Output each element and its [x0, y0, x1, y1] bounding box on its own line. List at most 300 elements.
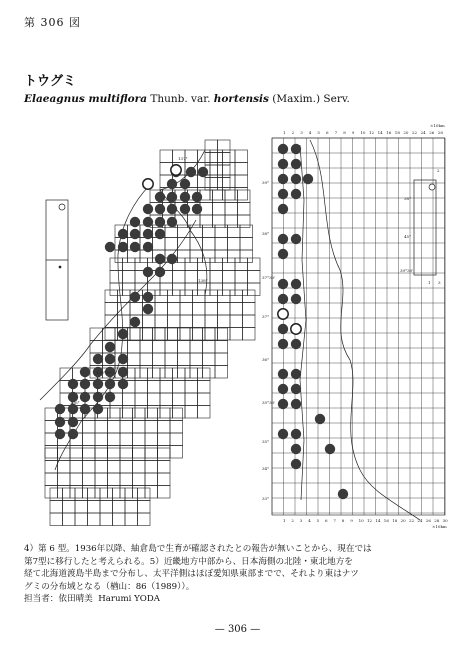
top-tick-label: 28 — [437, 130, 443, 135]
occurrence-dot — [315, 414, 325, 424]
grid-cell — [45, 473, 58, 486]
grid-cell — [203, 341, 216, 354]
grid-cell — [178, 328, 191, 341]
longitude-label: 136°30' — [96, 370, 112, 375]
grid-cell — [148, 406, 161, 419]
grid-cell — [58, 448, 71, 461]
grid-cell — [170, 421, 183, 434]
bottom-tick-label: 6 — [325, 518, 328, 523]
scale-top-label: ×10km — [430, 123, 445, 128]
grid-cell — [155, 315, 168, 328]
grid-cell — [205, 328, 218, 341]
grid-cell — [45, 461, 58, 474]
species-scientific-name — [24, 93, 350, 105]
grid-cell — [225, 203, 238, 216]
top-tick-label: 14 — [377, 130, 383, 135]
occurrence-dot — [143, 292, 153, 302]
grid-cell — [148, 393, 161, 406]
grid-cell — [205, 290, 218, 303]
grid-cell — [45, 486, 58, 499]
grid-cell — [108, 448, 121, 461]
grid-cell — [108, 421, 121, 434]
grid-cell — [120, 421, 133, 434]
occurrence-dot — [118, 229, 128, 239]
top-tick-label: 26 — [429, 130, 435, 135]
caption — [24, 543, 454, 606]
grid-cell — [70, 486, 83, 499]
bottom-tick-label: 30 — [442, 518, 448, 523]
grid-cell — [135, 393, 148, 406]
grid-cell — [100, 501, 113, 514]
grid-cell — [153, 238, 166, 251]
grid-cell — [60, 368, 73, 381]
grid-cell — [125, 513, 138, 526]
grid-cell — [140, 341, 153, 354]
grid-cell — [160, 381, 173, 394]
occurrence-dot — [192, 192, 202, 202]
grid-cell — [173, 381, 186, 394]
grid-cell — [158, 461, 171, 474]
grid-cell — [75, 513, 88, 526]
grid-cell — [188, 215, 201, 228]
grid-cell — [105, 290, 118, 303]
bottom-tick-label: 24 — [417, 518, 423, 523]
grid-cell — [123, 393, 136, 406]
grid-cell — [235, 258, 248, 271]
grid-cell — [243, 290, 256, 303]
grid-cell — [155, 290, 168, 303]
grid-cell — [160, 150, 173, 163]
occurrence-dot — [118, 242, 128, 252]
latitude-label: 33° — [262, 496, 270, 501]
grid-cell — [110, 283, 123, 296]
grid-cell — [160, 406, 173, 419]
occurrence-dot — [55, 429, 65, 439]
grid-cell — [180, 303, 193, 316]
occurrence-dot — [143, 304, 153, 314]
grid-cell — [213, 190, 226, 203]
bottom-tick-label: 2 — [291, 518, 294, 523]
top-tick-label: 8 — [343, 130, 346, 135]
grid-cell — [238, 190, 251, 203]
grid-cell — [165, 366, 178, 379]
occurrence-dot — [278, 369, 288, 379]
grid-cell — [110, 271, 123, 284]
occurrence-dot — [291, 279, 301, 289]
top-tick-label: 3 — [300, 130, 303, 135]
grid-cell — [178, 353, 191, 366]
occurrence-dot — [338, 489, 348, 499]
grid-cell — [215, 250, 228, 263]
occurrence-dot — [155, 204, 165, 214]
grid-cell — [213, 215, 226, 228]
grid-cell — [203, 225, 216, 238]
occurrence-dot — [291, 444, 301, 454]
top-tick-label: 2 — [291, 130, 295, 135]
occurrence-dot — [291, 339, 301, 349]
occurrence-dot — [155, 254, 165, 264]
grid-cell — [160, 283, 173, 296]
grid-cell — [210, 150, 223, 163]
grid-cell — [198, 393, 211, 406]
grid-cell — [58, 486, 71, 499]
grid-cell — [140, 328, 153, 341]
grid-cell — [58, 461, 71, 474]
occurrence-dot — [278, 234, 288, 244]
top-tick-label: 5 — [317, 130, 320, 135]
grid-cell — [140, 353, 153, 366]
grid-cell — [215, 341, 228, 354]
occurrence-dot — [180, 204, 190, 214]
occurrence-dot — [278, 144, 288, 154]
grid-cell — [133, 408, 146, 421]
grid-cell — [178, 225, 191, 238]
grid-cell — [230, 290, 243, 303]
past-record-dot — [291, 324, 301, 334]
occurrence-dot — [291, 174, 301, 184]
grid-cell — [230, 315, 243, 328]
occurrence-dot — [186, 167, 196, 177]
bottom-tick-label: 26 — [425, 518, 431, 523]
grid-cell — [148, 368, 161, 381]
grid-cell — [118, 290, 131, 303]
grid-cell — [153, 366, 166, 379]
grid-cell — [88, 501, 101, 514]
occurrence-dot — [130, 317, 140, 327]
grid-cell — [230, 328, 243, 341]
inset-label: 2 — [437, 168, 440, 173]
grid-cell — [203, 250, 216, 263]
occurrence-dot — [93, 379, 103, 389]
grid-cell — [145, 486, 158, 499]
occurrence-dots — [55, 144, 348, 499]
grid-cell — [50, 501, 63, 514]
grid-cell — [213, 203, 226, 216]
grid-cell — [218, 303, 231, 316]
grid-cell — [190, 341, 203, 354]
page-number: — 306 — — [214, 624, 261, 635]
grid-cell — [113, 501, 126, 514]
grid-cell — [185, 381, 198, 394]
scale-bottom-label: ×10km — [432, 524, 447, 529]
grid-cell — [168, 328, 181, 341]
occurrence-dot — [291, 294, 301, 304]
grid-cell — [110, 406, 123, 419]
top-tick-label: 22 — [412, 130, 418, 135]
grid-cell — [145, 421, 158, 434]
caption-line-2: 第7型に移行したと考えられる。5）近畿地方中部から、日本海側の北陸・東北地方を — [24, 556, 353, 567]
grid-cell — [138, 513, 151, 526]
inset-label: 1 — [428, 280, 431, 285]
bottom-tick-label: 1 — [283, 518, 286, 523]
grid-cell — [63, 488, 76, 501]
grid-cell — [153, 341, 166, 354]
grid-cell — [238, 203, 251, 216]
grid-cell — [110, 258, 123, 271]
bottom-tick-label: 12 — [367, 518, 373, 523]
grid-cell — [190, 366, 203, 379]
occurrence-dot — [278, 279, 288, 289]
grid-cell — [165, 238, 178, 251]
grid-cell — [198, 381, 211, 394]
grid-cell — [153, 328, 166, 341]
occurrence-dot — [291, 189, 301, 199]
top-tick-label: 10 — [360, 130, 366, 135]
bottom-tick-label: 22 — [409, 518, 415, 523]
grid-cell — [145, 433, 158, 446]
occurrence-dot — [278, 339, 288, 349]
occurrence-dot — [291, 384, 301, 394]
bottom-tick-label: 3 — [299, 518, 303, 523]
grid-cell — [198, 368, 211, 381]
inset-map-right — [414, 180, 436, 275]
latitude-label: 36° — [262, 357, 270, 362]
grid-cell — [130, 328, 143, 341]
occurrence-dot — [93, 354, 103, 364]
grid-cell — [240, 250, 253, 263]
grid-cell — [95, 448, 108, 461]
grid-cell — [145, 473, 158, 486]
grid-cell — [198, 406, 211, 419]
grid-cell — [223, 175, 236, 188]
grid-cell — [193, 315, 206, 328]
grid-cell — [243, 303, 256, 316]
grid-cell — [173, 271, 186, 284]
bottom-tick-label: 14 — [375, 518, 381, 523]
occurrence-dot — [130, 217, 140, 227]
grid-cell — [235, 271, 248, 284]
top-tick-label: 6 — [326, 130, 329, 135]
grid-cell — [223, 283, 236, 296]
occurrence-dot — [291, 369, 301, 379]
grid-cell — [158, 448, 171, 461]
grid-cell — [190, 328, 203, 341]
caption-line-3: 経て北海道渡島半島まで分布し、太平洋側はほぼ愛知県東部までで、それより東はナツ — [24, 569, 359, 579]
grid-cell — [230, 303, 243, 316]
grid-cell — [108, 446, 121, 459]
occurrence-dot — [278, 189, 288, 199]
occurrence-dot — [291, 459, 301, 469]
grid-cell — [158, 408, 171, 421]
occurrence-dot — [192, 204, 202, 214]
longitude-label: 136° — [70, 400, 80, 405]
occurrence-dot — [278, 294, 288, 304]
occurrence-dot — [291, 159, 301, 169]
grid-cell — [240, 238, 253, 251]
grid-cell — [125, 501, 138, 514]
top-tick-label: 9 — [351, 130, 355, 135]
inset-label: 3 — [438, 280, 441, 285]
grid-cell — [173, 283, 186, 296]
grid-cell — [95, 446, 108, 459]
grid-cell — [70, 461, 83, 474]
grid-cell — [178, 341, 191, 354]
occurrence-dot — [105, 392, 115, 402]
distribution-map — [0, 110, 475, 540]
grid-cell — [138, 501, 151, 514]
grid-cell — [205, 315, 218, 328]
grid-cell — [45, 446, 58, 459]
grid-cell — [128, 366, 141, 379]
grid-cell — [210, 175, 223, 188]
grid-cell — [205, 303, 218, 316]
occurrence-dot — [155, 229, 165, 239]
top-tick-label: 24 — [420, 130, 426, 135]
occurrence-dot — [68, 404, 78, 414]
bottom-tick-label: 10 — [358, 518, 364, 523]
occurrence-dot — [130, 242, 140, 252]
grid-cell — [173, 393, 186, 406]
grid-cell — [210, 258, 223, 271]
grid-cell — [238, 215, 251, 228]
occurrence-dot — [130, 292, 140, 302]
occurrence-dot — [105, 354, 115, 364]
grid-cell — [118, 303, 131, 316]
occurrence-dot — [180, 179, 190, 189]
past-record-dot — [143, 179, 153, 189]
grid-cell — [193, 290, 206, 303]
grid-cell — [165, 353, 178, 366]
grid-cell — [83, 448, 96, 461]
top-tick-label: 7 — [334, 130, 338, 135]
grid-cell — [240, 225, 253, 238]
grid-cell — [235, 283, 248, 296]
grid-cell — [108, 473, 121, 486]
bottom-tick-label: 7 — [333, 518, 336, 523]
grid-cell — [228, 250, 241, 263]
grid-cell — [135, 368, 148, 381]
inset-label: 45° — [404, 234, 412, 239]
grid-cell — [173, 368, 186, 381]
grid-cell — [143, 315, 156, 328]
grid-cell — [70, 446, 83, 459]
occurrence-dot — [325, 444, 335, 454]
inset-map-left — [46, 200, 68, 320]
grid-cell — [180, 290, 193, 303]
grid-cell — [168, 303, 181, 316]
grid-cell — [200, 215, 213, 228]
grid-cell — [203, 366, 216, 379]
grid-cell — [148, 381, 161, 394]
grid-cell — [155, 328, 168, 341]
grid-cell — [210, 163, 223, 176]
occurrence-dot — [118, 354, 128, 364]
grid-cell — [133, 486, 146, 499]
grid-cell — [83, 486, 96, 499]
grid-cell — [108, 486, 121, 499]
grid-cell — [158, 421, 171, 434]
species-author: (Maxim.) Serv. — [272, 93, 350, 105]
grid-cell — [88, 488, 101, 501]
grid-cell — [103, 328, 116, 341]
grid-cell — [113, 513, 126, 526]
latitude-label: 38° — [262, 231, 270, 236]
bottom-tick-label: 28 — [434, 518, 440, 523]
grid-cell — [210, 188, 223, 201]
top-tick-label: 12 — [369, 130, 375, 135]
grid-cell — [45, 448, 58, 461]
grid-cell — [243, 315, 256, 328]
grid-cell — [248, 283, 261, 296]
caption-line-4: グミの分布域となる（楢山：86（1989））。 — [24, 581, 195, 592]
grid-cell — [235, 188, 248, 201]
occurrence-dot — [105, 242, 115, 252]
grid-cell — [113, 488, 126, 501]
top-tick-label: 20 — [403, 130, 409, 135]
grid-cell — [165, 328, 178, 341]
grid-cell — [235, 163, 248, 176]
grid-cell — [123, 406, 136, 419]
grid-cell — [180, 328, 193, 341]
occurrence-dot — [143, 242, 153, 252]
grid-cell — [108, 433, 121, 446]
grid-cell — [108, 461, 121, 474]
occurrence-dot — [291, 144, 301, 154]
grid-cell — [215, 238, 228, 251]
grid-cell — [63, 501, 76, 514]
grid-cell — [83, 461, 96, 474]
grid-cell — [185, 368, 198, 381]
grid-cell — [218, 328, 231, 341]
grid-cell — [105, 303, 118, 316]
grid-cell — [120, 473, 133, 486]
occurrence-dot — [93, 404, 103, 414]
bottom-tick-label: 20 — [400, 518, 406, 523]
grid-cell — [225, 190, 238, 203]
map-grid — [45, 138, 445, 526]
grid-cell — [223, 271, 236, 284]
occurrence-dot — [278, 174, 288, 184]
grid-cell — [83, 421, 96, 434]
longitude-label: 138° — [198, 278, 208, 283]
species-genus: Elaeagnus multiflora — [24, 93, 148, 105]
occurrence-dot — [118, 329, 128, 339]
grid-cell — [223, 188, 236, 201]
occurrence-dot — [291, 429, 301, 439]
occurrence-dot — [167, 217, 177, 227]
occurrence-dot — [80, 367, 90, 377]
occurrence-dot — [55, 417, 65, 427]
grid-cell — [88, 513, 101, 526]
occurrence-dot — [80, 392, 90, 402]
occurrence-dot — [278, 399, 288, 409]
occurrence-dot — [93, 392, 103, 402]
grid-cell — [223, 150, 236, 163]
grid-cell — [190, 353, 203, 366]
grid-cell — [133, 433, 146, 446]
occurrence-dot — [68, 379, 78, 389]
occurrence-dot — [143, 267, 153, 277]
grid-cell — [83, 473, 96, 486]
grid-cell — [145, 461, 158, 474]
longitude-label: 137° — [178, 156, 188, 161]
grid-cell — [235, 175, 248, 188]
grid-cell — [185, 406, 198, 419]
grid-cell — [223, 163, 236, 176]
grid-cell — [128, 353, 141, 366]
grid-cell — [158, 433, 171, 446]
occurrence-dot — [303, 174, 313, 184]
grid-cell — [215, 366, 228, 379]
grid-cell — [108, 408, 121, 421]
top-tick-label: 16 — [386, 130, 392, 135]
grid-cell — [160, 393, 173, 406]
species-japanese-name: トウグミ — [24, 74, 77, 89]
bottom-tick-label: 16 — [383, 518, 389, 523]
grid-cell — [173, 406, 186, 419]
grid-cell — [218, 165, 231, 178]
occurrence-dot — [180, 192, 190, 202]
